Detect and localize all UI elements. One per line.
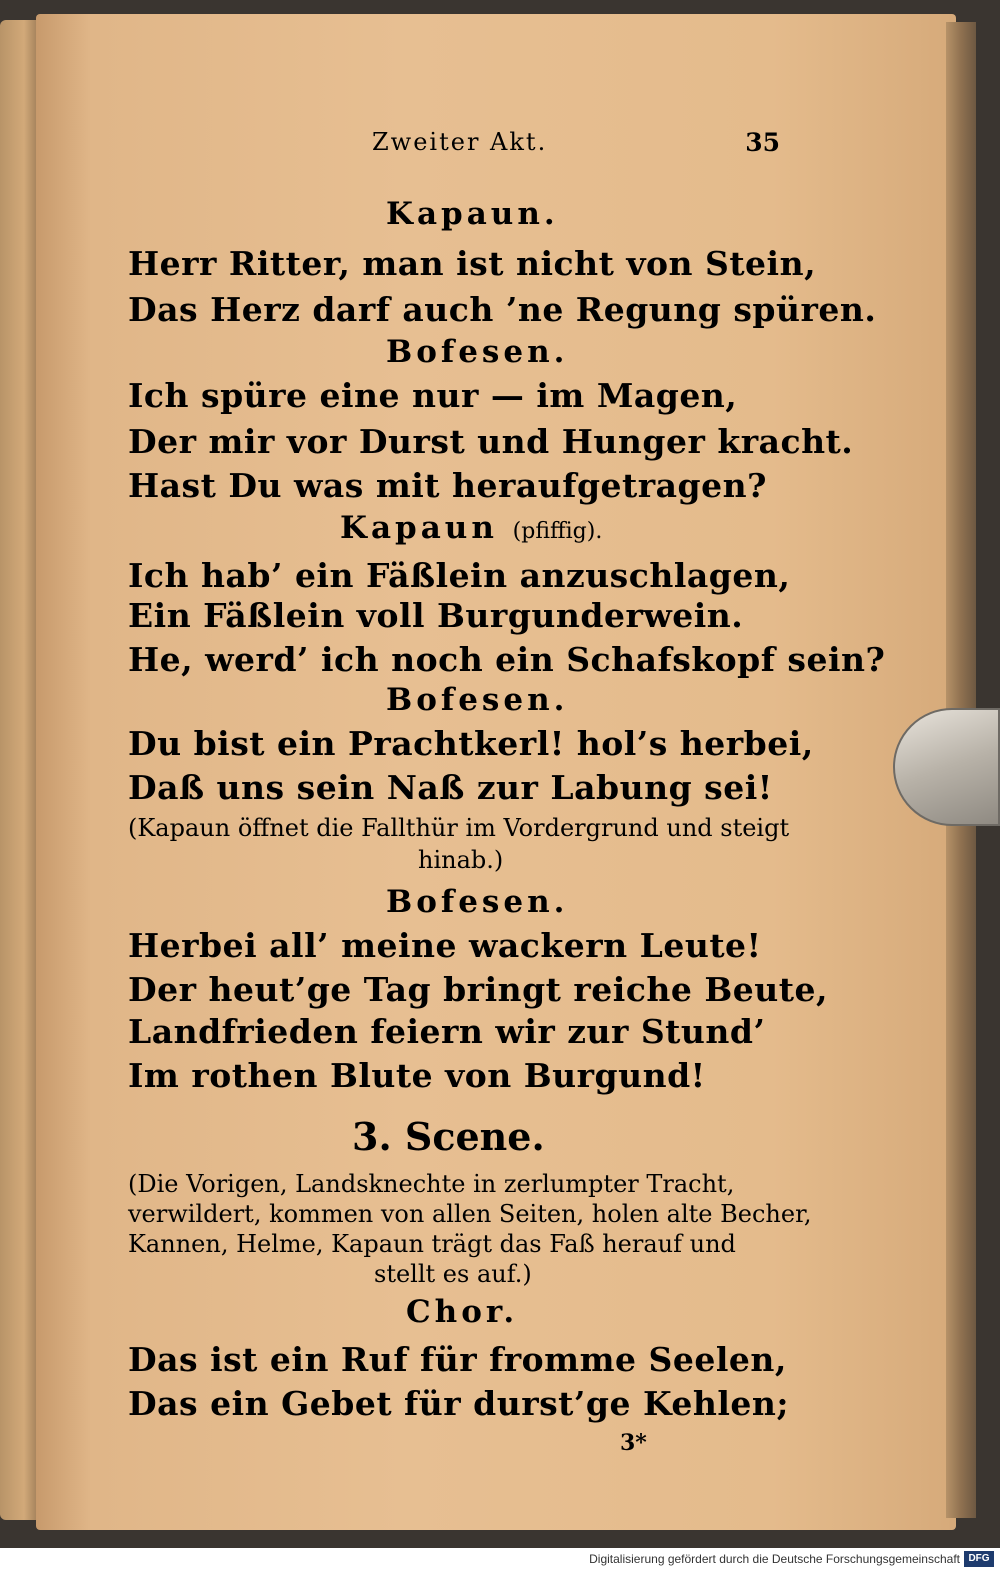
verse-line: Hast Du was mit heraufgetragen? — [128, 466, 767, 505]
speaker-aside: (pfiffig). — [512, 519, 603, 544]
verse-line: Herr Ritter, man ist nicht von Stein, — [128, 244, 817, 283]
verse-line: Im rothen Blute von Burgund! — [128, 1056, 706, 1095]
speaker-name: Bofesen. — [386, 884, 569, 920]
verse-line: Landfrieden feiern wir zur Stund’ — [128, 1012, 766, 1051]
signature-mark: 3* — [620, 1430, 647, 1456]
verse-line: Der mir vor Durst und Hunger kracht. — [128, 422, 854, 461]
stage-direction: stellt es auf.) — [374, 1260, 532, 1288]
page-clip-tab — [893, 708, 1000, 826]
digitization-footer — [0, 1548, 1000, 1573]
stage-direction: (Die Vorigen, Landsknechte in zerlumpter Tracht, — [128, 1170, 735, 1198]
verse-line: He, werd’ ich noch ein Schafskopf sein? — [128, 640, 886, 679]
scene-heading: 3. Scene. — [352, 1114, 545, 1159]
verse-line: Du bist ein Prachtkerl! hol’s herbei, — [128, 724, 814, 763]
stage-direction: Kannen, Helme, Kapaun trägt das Faß herauf und — [128, 1230, 736, 1258]
stage-direction: hinab.) — [418, 846, 504, 874]
speaker-name: Chor. — [406, 1294, 519, 1330]
running-title: Zweiter Akt. — [372, 128, 548, 156]
speaker-name: Kapaun. — [386, 196, 559, 232]
dfg-logo: DFG — [964, 1551, 994, 1567]
verse-line: Das ist ein Ruf für fromme Seelen, — [128, 1340, 787, 1379]
speaker-name: Bofesen. — [386, 334, 569, 370]
speaker-name — [340, 510, 602, 546]
verse-line: Ein Fäßlein voll Burgunderwein. — [128, 596, 744, 635]
verse-line: Herbei all’ meine wackern Leute! — [128, 926, 762, 965]
verse-line: Das Herz darf auch ’ne Regung spüren. — [128, 290, 877, 329]
verse-line: Daß uns sein Naß zur Labung sei! — [128, 768, 773, 807]
footer-credit: Digitalisierung gefördert durch die Deutsche Forschungsgemeinschaft — [589, 1552, 960, 1566]
speaker-label: Kapaun — [340, 510, 498, 546]
speaker-name: Bofesen. — [386, 682, 569, 718]
page-header — [120, 128, 780, 164]
verse-line: Der heut’ge Tag bringt reiche Beute, — [128, 970, 828, 1009]
previous-page-edge — [0, 20, 40, 1520]
verse-line: Ich hab’ ein Fäßlein anzuschlagen, — [128, 556, 791, 595]
stage-direction: (Kapaun öffnet die Fallthür im Vordergrund und steigt — [128, 814, 790, 842]
page-number: 35 — [745, 128, 780, 157]
stage-direction: verwildert, kommen von allen Seiten, holen alte Becher, — [128, 1200, 812, 1228]
verse-line: Das ein Gebet für durst’ge Kehlen; — [128, 1384, 790, 1423]
verse-line: Ich spüre eine nur — im Magen, — [128, 376, 738, 415]
